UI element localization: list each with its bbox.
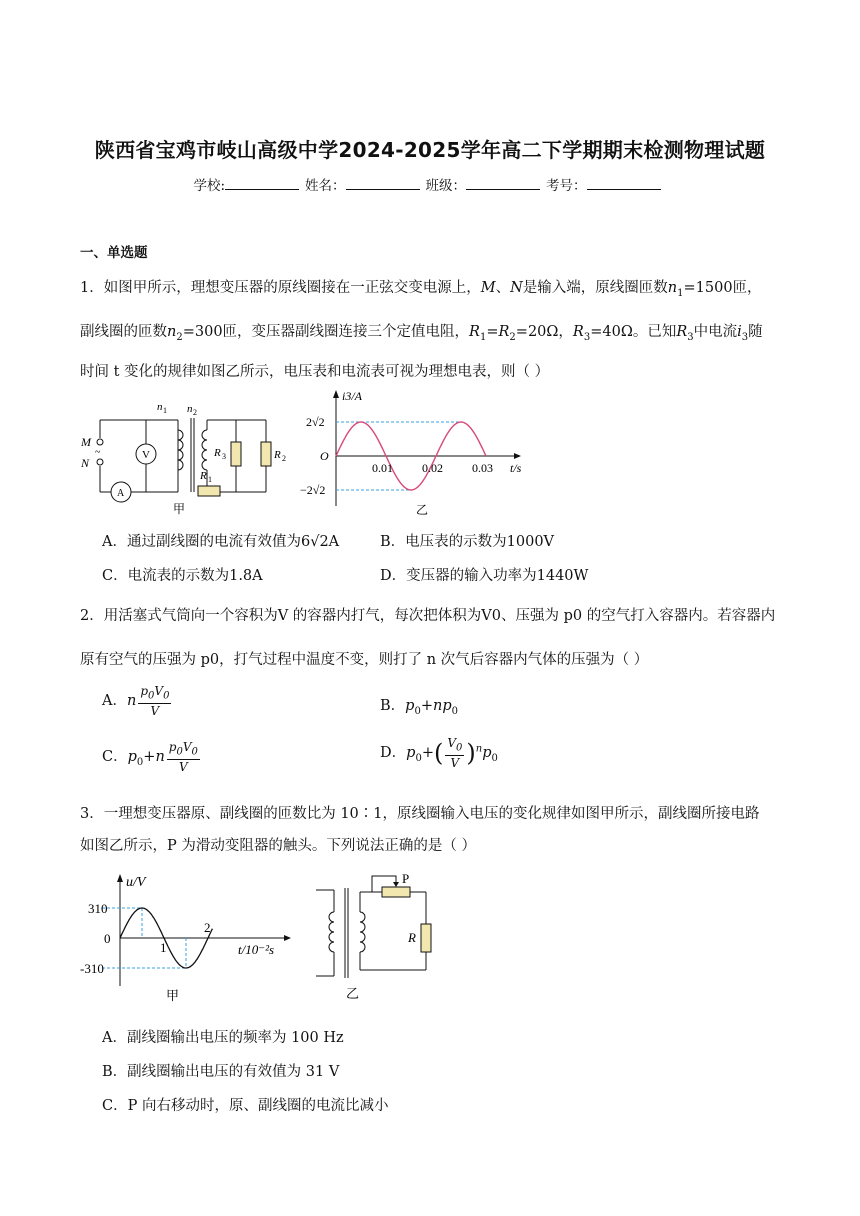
class-blank[interactable] [466,176,540,190]
q3-line2: 如图乙所示，P 为滑动变阻器的触头。下列说法正确的是（ ） [80,838,476,854]
q1-circuit-figure [78,396,286,516]
y-tick-max: 2√2 [306,415,325,429]
q2-line2: 原有空气的压强为 p0，打气过程中温度不变，则打了 n 次气后容器内气体的压强为（ ） [80,652,649,668]
y-axis-arrow [117,874,123,882]
q1-option-b[interactable]: B．电压表的示数为1000V [380,534,555,550]
q2-option-b[interactable]: B．$p_0+np_0$ [380,698,458,717]
page-title: 陕西省宝鸡市岐山高级中学2024-2025学年高二下学期期末检测物理试题 [94,138,766,162]
q3-circuit-figure [308,868,448,1008]
x-axis-label: t/s [510,461,522,475]
svg-text:N: N [81,456,90,470]
svg-text:n: n [157,401,163,413]
q1-line1: 1．如图甲所示，理想变压器的原线圈接在一正弦交变电源上，M、N是输入端，原线圈匝数$n_1=1500$匝， [80,280,762,299]
q3-line1: 3．一理想变压器原、副线圈的匝数比为 10∶1，原线圈输入电压的变化规律如图甲所示，副线圈所接电路 [80,806,760,822]
svg-text:2: 2 [193,408,197,417]
q1-current-chart [298,386,538,518]
y-tick-min: −2√2 [300,483,326,497]
x-axis-label: t/10⁻²s [238,942,275,957]
class-label: 班级： [425,178,467,194]
q1-text-g: 中电流 [693,324,738,340]
svg-text:R: R [274,449,281,461]
svg-text:1: 1 [163,406,167,415]
q2-option-b-label: B． [380,698,406,714]
name-label: 姓名： [305,178,346,194]
x-tick-label: 1 [160,940,167,955]
section-heading: 一、单选题 [80,245,148,261]
x-axis-arrow [514,453,521,459]
svg-text:n: n [187,403,193,415]
name-blank[interactable] [346,176,420,190]
x-tick-label: 2 [204,920,211,935]
x-axis-arrow [284,935,291,941]
q1-option-a-value: 6√2A [300,534,340,550]
q1-option-d[interactable]: D．变压器的输入功率为1440W [380,568,589,584]
svg-text:R: R [214,447,221,459]
svg-text:1: 1 [208,475,212,484]
q1-text-f: 。已知 [632,324,677,340]
y-axis-label: i3/A [342,389,362,403]
svg-text:A: A [117,488,125,499]
x-tick-label: 0.03 [472,461,493,475]
school-blank[interactable] [225,176,299,190]
svg-text:R: R [408,930,416,945]
fig-label-yi-q3: 乙 [346,986,360,1001]
x-tick-label: 0.01 [372,461,393,475]
q3-option-a[interactable]: A．副线圈输出电压的频率为 100 Hz [102,1030,344,1046]
q1-sep: 、 [495,280,511,296]
origin-label: O [320,449,329,463]
number-blank[interactable] [587,176,661,190]
y-axis-arrow [333,390,339,398]
y-axis-label: u/V [126,875,146,890]
fig-label-yi: 乙 [416,503,429,517]
q1-text-e: 匝，变压器副线圈连接三个定值电阻， [222,324,470,340]
q1-text-c: 匝， [732,280,762,296]
q3-option-c[interactable]: C．P 向右移动时，原、副线圈的电流比减小 [102,1098,389,1114]
svg-text:~: ~ [95,447,101,458]
svg-text:P: P [402,871,410,886]
school-label: 学校: [193,178,226,194]
q1-option-a[interactable] [102,530,339,551]
q1-text-d: 副线圈的匝数 [80,324,167,340]
q2-option-c-label: C． [102,749,128,766]
y-tick-zero: 0 [104,931,111,946]
q1-text: 1．如图甲所示，理想变压器的原线圈接在一正弦交变电源上， [80,280,481,296]
q2-option-a[interactable]: A．n $\frac{p_0V_0}{V}$ [102,684,170,719]
fig-label-jia-q3: 甲 [166,988,180,1003]
q2-option-c[interactable]: C．$p_0+n$ $\frac{p_0V_0}{V}$ [102,740,198,775]
q3-option-b[interactable]: B．副线圈输出电压的有效值为 31 V [102,1064,340,1080]
y-tick-min: -310 [80,961,104,976]
q1-text-h: 随 [748,324,763,340]
q1-option-c[interactable]: C．电流表的示数为1.8A [102,568,263,584]
q1-option-a-text: A．通过副线圈的电流有效值为 [102,534,301,550]
fig-label-jia: 甲 [173,502,186,516]
q1-text-b: 是输入端，原线圈匝数 [522,280,668,296]
svg-text:R: R [200,470,207,482]
number-label: 考号： [546,178,587,194]
student-info-line [0,174,860,194]
q2-option-d-label: D． [380,745,407,762]
q2-option-d[interactable]: D．$p_0+$( $\frac{V_0}{V}$ )$^np_0$ [380,736,498,771]
q1-line2: 副线圈的匝数$n_2=300$匝，变压器副线圈连接三个定值电阻，$R_1=R_2=20\Omega$，$R_3=40\Omega$。已知$R_3$中电流$i_3$随 [80,324,763,343]
q2-option-a-label: A． [102,693,127,710]
q1-line3: 时间 t 变化的规律如图乙所示，电压表和电流表可视为理想电表，则（ ） [80,364,550,380]
svg-text:2: 2 [282,454,286,463]
svg-text:3: 3 [222,452,226,461]
q3-voltage-chart [78,870,298,1006]
svg-text:M: M [81,435,91,449]
y-tick-max: 310 [88,901,108,916]
svg-text:V: V [142,449,150,461]
x-tick-label: 0.02 [422,461,443,475]
q2-line1: 2．用活塞式气筒向一个容积为V 的容器内打气，每次把体积为V0、压强为 p0 的空气打入容器内。若容器内 [80,608,776,624]
